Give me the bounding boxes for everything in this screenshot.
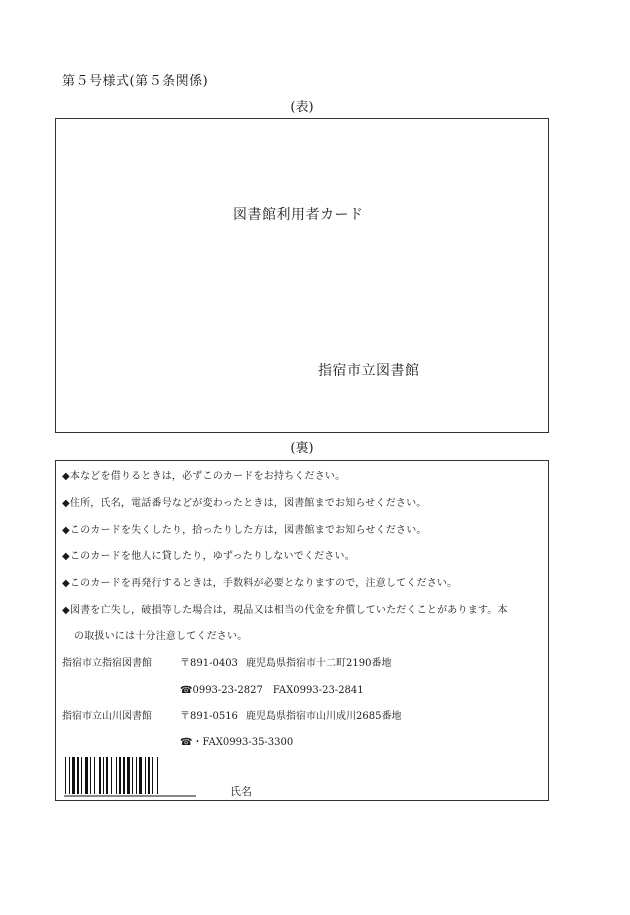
library-2-postal: 〒891-0516 [180, 711, 238, 722]
library-2-contact: ☎・FAX0993-35-3300 [180, 737, 294, 748]
library-2-address: 鹿児島県指宿市山川成川2685番地 [246, 711, 402, 722]
phone-icon: ☎ [180, 737, 193, 748]
library-1-name: 指宿市立指宿図書館 [62, 658, 152, 669]
barcode-bar [90, 757, 91, 794]
barcode-bar [148, 757, 150, 794]
barcode-bar [119, 757, 121, 794]
notice-item: ◆本などを借りるときは，必ずこのカードをお持ちください。 [62, 471, 346, 482]
library-1-address: 鹿児島県指宿市十二町2190番地 [246, 658, 392, 669]
diamond-bullet-icon: ◆ [62, 471, 70, 482]
barcode-bar [116, 757, 117, 794]
notice-continuation: の取扱いには十分注意してください。 [74, 631, 248, 642]
diamond-bullet-icon: ◆ [62, 605, 70, 616]
form-number: 第５号様式(第５条関係) [62, 74, 209, 89]
name-label: 氏名 [230, 785, 252, 798]
barcode-bar [145, 757, 146, 794]
barcode-bar [99, 757, 101, 794]
library-1-contact: ☎0993-23-2827 FAX0993-23-2841 [180, 685, 364, 696]
front-side-label: (表) [290, 100, 314, 115]
barcode-bar [85, 757, 88, 794]
phone-icon: ☎ [180, 685, 193, 696]
barcode-bar [81, 757, 82, 794]
back-side-label: (裏) [290, 441, 314, 456]
diamond-bullet-icon: ◆ [62, 498, 70, 509]
notice-item: ◆このカードを再発行するときは，手数料が必要となりますので，注意してください。 [62, 578, 458, 589]
notice-item: ◆図書を亡失し，破損等した場合は，現品又は相当の代金を弁償していただくことがあります。本 [62, 605, 508, 616]
notice-item: ◆住所，氏名，電話番号などが変わったときは，図書館までお知らせください。 [62, 498, 427, 509]
notice-item: ◆このカードを他人に貸したり，ゆずったりしないでください。 [62, 551, 355, 562]
library-1-postal: 〒891-0403 [180, 658, 238, 669]
card-title: 図書館利用者カード [233, 207, 364, 223]
barcode-bar [77, 757, 79, 794]
barcode-bar [123, 757, 125, 794]
card-back [55, 460, 549, 801]
library-2-name: 指宿市立山川図書館 [62, 711, 152, 722]
diamond-bullet-icon: ◆ [62, 551, 70, 562]
barcode-bar [69, 757, 70, 794]
barcode-bar [132, 757, 133, 794]
card-front [55, 118, 549, 433]
barcode-bar [157, 757, 158, 794]
diamond-bullet-icon: ◆ [62, 525, 70, 536]
barcode-bar [139, 757, 142, 794]
barcode-bar [127, 757, 130, 794]
barcode-bar [94, 757, 95, 794]
barcode [64, 757, 196, 797]
barcode-bar [72, 757, 75, 794]
barcode-bar [103, 757, 104, 794]
barcode-bar [65, 757, 66, 794]
library-name: 指宿市立図書館 [318, 363, 420, 379]
diamond-bullet-icon: ◆ [62, 578, 70, 589]
barcode-bar [152, 757, 153, 794]
barcode-bar [136, 757, 137, 794]
barcode-bar [111, 757, 112, 794]
barcode-bar [106, 757, 108, 794]
notice-item: ◆このカードを失くしたり，拾ったりした方は，図書館までお知らせください。 [62, 525, 427, 536]
